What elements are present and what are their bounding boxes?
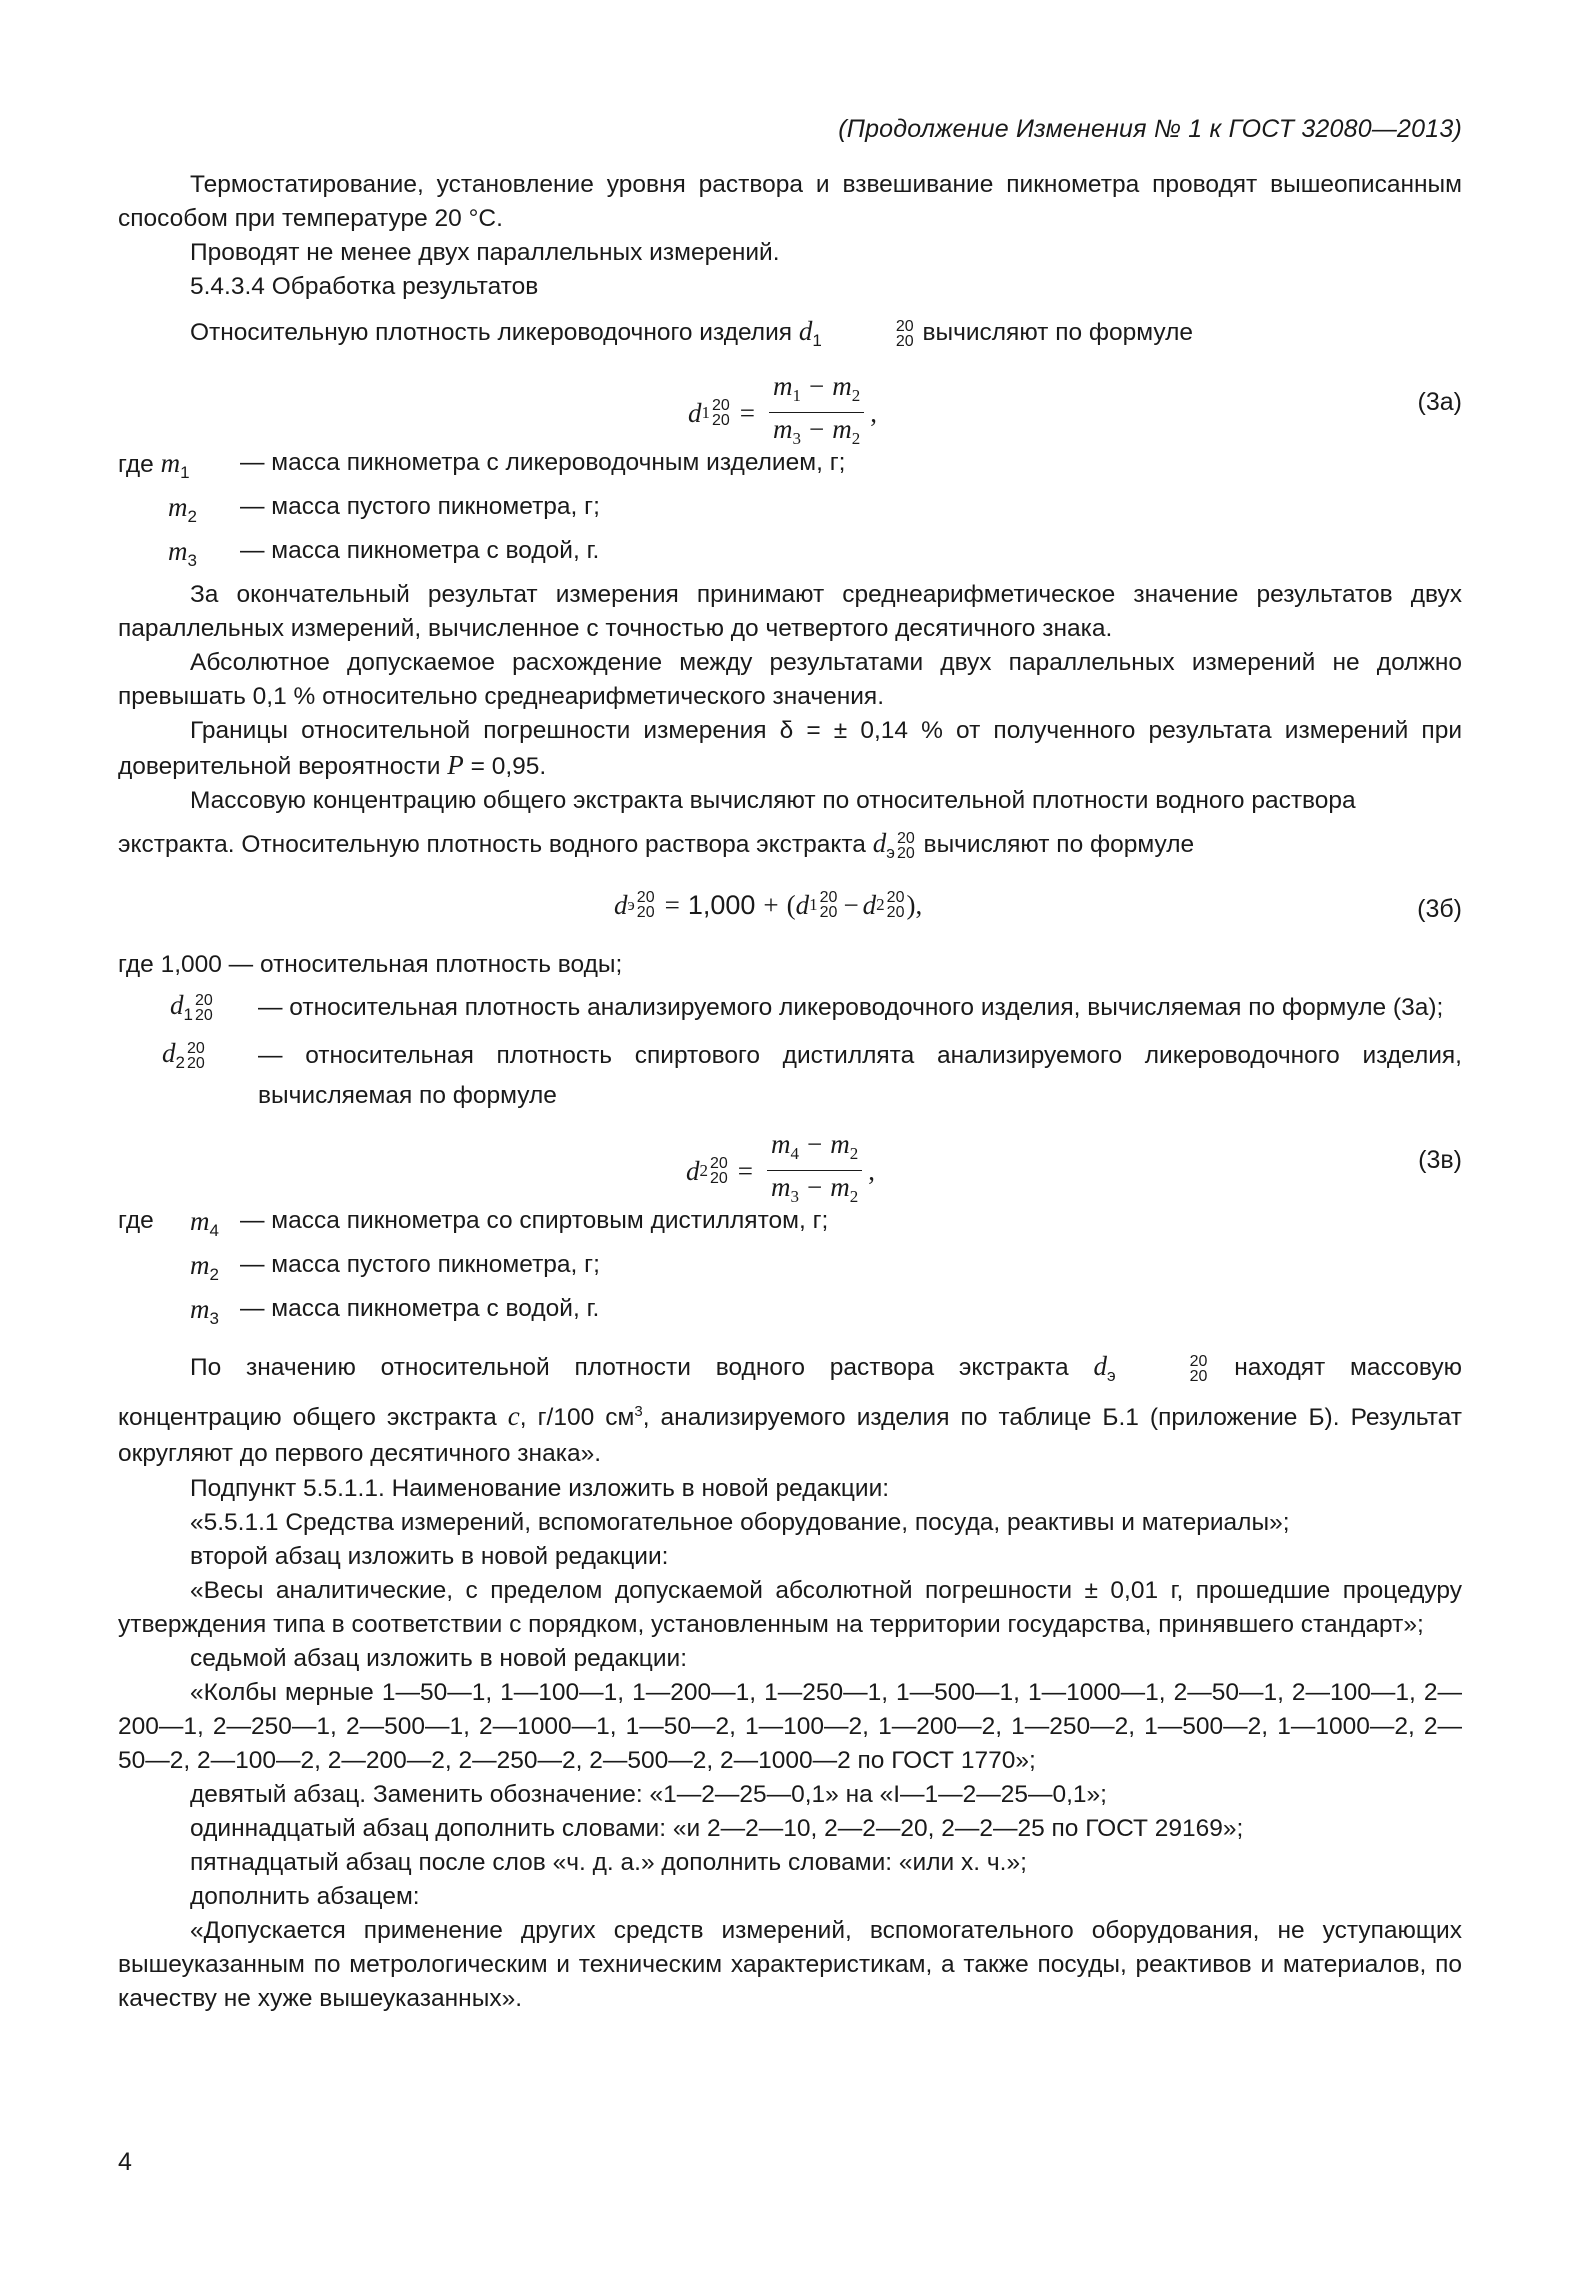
paragraph: За окончательный результат измерения принимают среднеарифметическое значение результатов двух параллельных измерений, вычисленное с точностью до четвертого десятичного знака. [118, 581, 1462, 642]
paragraph: Абсолютное допускаемое расхождение между результатами двух параллельных измерений не должно превышать 0,1 % относительно среднеарифметического значения. [118, 649, 1462, 710]
legend-item: $m_3$ — масса пикнометра с водой, г. [190, 1294, 600, 1328]
paragraph: «Весы аналитические, с пределом допускаемой абсолютной погрешности ± 0,01 г, прошедшие процедуру утверждения типа в соответствии с порядком, установленным на территории государства, принявшего стандарт»; [118, 1577, 1462, 1639]
paragraph: Термостатирование, установление уровня раствора и взвешивание пикнометра проводят вышеописанным способом при температуре 20 °С. [118, 171, 1462, 232]
legend-item: $d_2$ 20 20 — относительная плотность спиртового дистиллята анализируемого ликероводочного изделия, вычисляемая по формуле [162, 1038, 1462, 1109]
paragraph: одиннадцатый абзац дополнить словами: «и 2—2—10, 2—2—20, 2—2—25 по ГОСТ 29169»; [190, 1815, 1244, 1843]
paragraph: дополнить абзацем: [190, 1883, 420, 1911]
legend-item: $m_3$ — масса пикнометра с водой, г. [168, 536, 600, 570]
paragraph: По значению относительной плотности водного раствора экстракта $d_э$ 20 20 находят массовую концентрацию общего экстракта c, г/100 $см^3$, анализируемого изделия по таблице Б.1 (приложение Б). Результат округляют до первого десятичного знака». [118, 1351, 1462, 1468]
paragraph: «Колбы мерные 1—50—1, 1—100—1, 1—200—1, 1—250—1, 1—500—1, 1—1000—1, 2—50—1, 2—100—1, 2—200—1, 2—250—1, 2—500—1, 2—1000—1, 1—50—2, 1—100—2, 1—200—2, 1—250—2, 1—500—2, 1—1000—2, 2—50—2, 2—100—2, 2—200—2, 2—250—2, 2—500—2, 2—1000—2 по ГОСТ 1770»; [118, 1679, 1462, 1775]
paragraph: экстракта. Относительную плотность водного раствора экстракта $d_э$ 20 20 вычисляют по формуле [118, 828, 1195, 862]
paragraph: Относительную плотность ликероводочного изделия $d_1$ 20 20 вычисляют по формуле [190, 316, 1194, 350]
document-page [118, 112, 1462, 2016]
paragraph: Массовую концентрацию общего экстракта вычисляют по относительной плотности водного раствора [190, 787, 1356, 814]
formula-3b: d э 20 20 = 1,000 + ( d 1 20 20 − d 2 20 20 ) , (3б) [118, 876, 1462, 942]
formula-number: (3в) [1418, 1146, 1462, 1174]
section-heading: 5.4.3.4 Обработка результатов [190, 273, 539, 300]
paragraph: где 1,000 — относительная плотность воды; [118, 951, 623, 978]
paragraph: Подпункт 5.5.1.1. Наименование изложить в новой редакции: [190, 1475, 890, 1503]
formula-3a: d 1 20 20 = $\frac{m_1 - m_2}{m_3 - m_2}$ , (3а) [688, 371, 1462, 448]
legend-item: где $m_4$ — масса пикнометра со спиртовым дистиллятом, г; [118, 1206, 829, 1240]
paragraph: пятнадцатый абзац после слов «ч. д. а.» дополнить словами: «или х. ч.»; [190, 1849, 1027, 1877]
paragraph: «5.5.1.1 Средства измерений, вспомогательное оборудование, посуда, реактивы и материалы»; [190, 1509, 1290, 1537]
paragraph: «Допускается применение других средств измерений, вспомогательного оборудования, не уступающих вышеуказанным по метрологическим и техническим характеристикам, а также посуды, реактивов и материалов, по качеству не хуже вышеуказанных». [118, 1917, 1462, 2013]
paragraph: Границы относительной погрешности измерения δ = ± 0,14 % от полученного результата измерений при доверительной вероятности P = 0,95. [118, 717, 1462, 780]
paragraph: второй абзац изложить в новой редакции: [190, 1543, 669, 1571]
formula-number: (3б) [1417, 895, 1462, 923]
legend-item: $m_2$ — масса пустого пикнометра, г; [190, 1250, 600, 1284]
formula-number: (3а) [1417, 388, 1462, 416]
legend-item: $d_1$ 20 20 — относительная плотность анализируемого ликероводочного изделия, вычисляемая по формуле (3а); [170, 990, 1444, 1024]
paragraph: Проводят не менее двух параллельных измерений. [190, 239, 780, 266]
legend-item: где $m_1$ — масса пикнометра с ликероводочным изделием, г; [118, 448, 846, 482]
formula-3v: d 2 20 20 = $\frac{m_4 - m_2}{m_3 - m_2}$ , (3в) [686, 1129, 1462, 1206]
paragraph: седьмой абзац изложить в новой редакции: [190, 1645, 688, 1673]
legend-item: $m_2$ — масса пустого пикнометра, г; [168, 492, 600, 526]
page-number: 4 [118, 2148, 132, 2176]
page-header: (Продолжение Изменения № 1 к ГОСТ 32080—2013) [838, 115, 1462, 143]
paragraph: девятый абзац. Заменить обозначение: «1—2—25—0,1» на «I—1—2—25—0,1»; [190, 1781, 1107, 1809]
